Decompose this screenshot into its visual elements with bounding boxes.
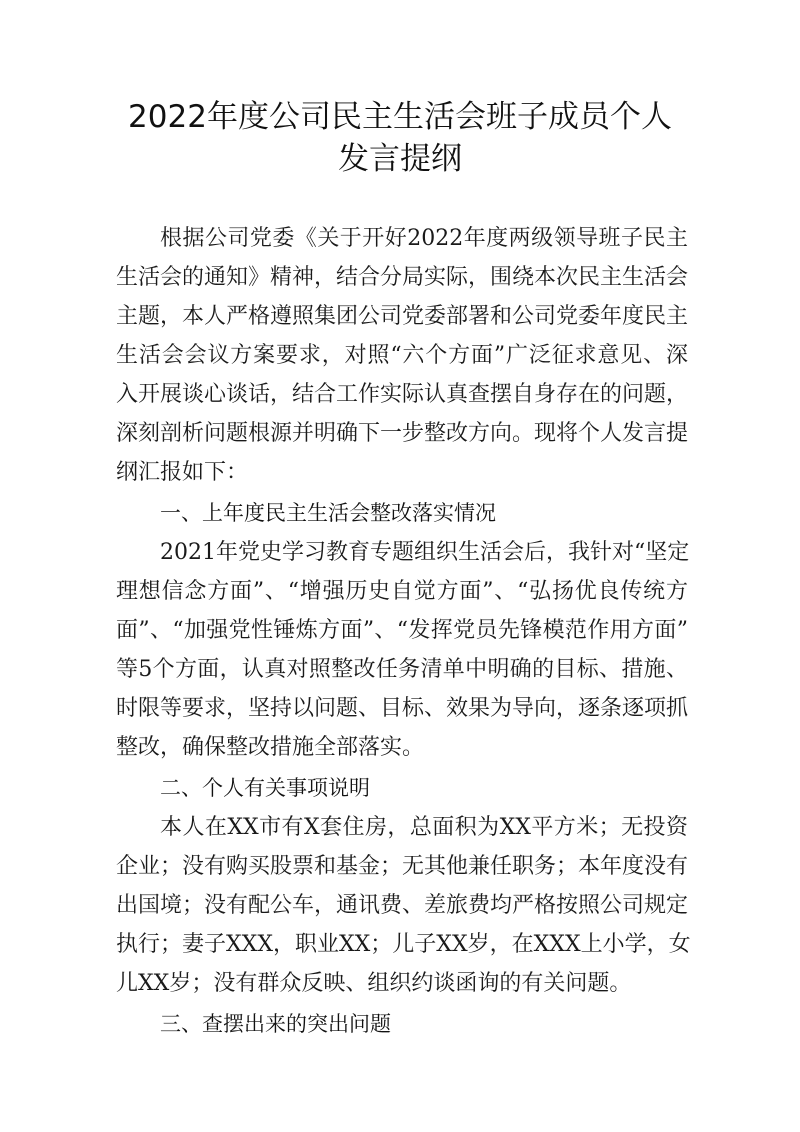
section-2-line: 企业；没有购买股票和基金；无其他兼任职务；本年度没有 (116, 854, 689, 879)
intro-line: 生活会会议方案要求，对照“六个方面”广泛征求意见、深 (116, 343, 688, 368)
section-2-line: 执行；妻子XXX，职业XX；儿子XX岁，在XXX上小学，女 (116, 932, 691, 957)
section-3-heading: 三、查摆出来的突出问题 (160, 1012, 391, 1036)
intro-line: 入开展谈心谈话，结合工作实际认真查摆自身存在的问题， (116, 382, 689, 407)
section-1-line: 等5个方面，认真对照整改任务清单中明确的目标、措施、 (116, 657, 688, 682)
section-1-line: 理想信念方面”、“增强历史自觉方面”、“弘扬优良传统方 (116, 579, 688, 604)
section-2-line: 儿XX岁；没有群众反映、组织约谈函询的有关问题。 (116, 971, 632, 996)
section-2-line: 本人在XX市有X套住房，总面积为XX平方米；无投资 (160, 815, 688, 840)
intro-line: 纲汇报如下： (116, 460, 249, 485)
intro-line: 主题，本人严格遵照集团公司党委部署和公司党委年度民主 (116, 304, 689, 329)
intro-line: 根据公司党委《关于开好2022年度两级领导班子民主 (160, 226, 688, 251)
document-title-line-2: 发言提纲 (338, 141, 462, 177)
intro-line: 深刻剖析问题根源并明确下一步整改方向。现将个人发言提 (116, 421, 689, 446)
section-1-line: 时限等要求，坚持以问题、目标、效果为导向，逐条逐项抓 (116, 696, 689, 721)
section-1-heading: 一、上年度民主生活会整改落实情况 (160, 501, 496, 525)
section-1-line: 2021年党史学习教育专题组织生活会后，我针对“坚定 (160, 540, 690, 565)
section-1-line: 整改，确保整改措施全部落实。 (116, 735, 425, 760)
section-1-line: 面”、“加强党性锤炼方面”、“发挥党员先锋模范作用方面” (116, 618, 688, 643)
intro-line: 生活会的通知》精神，结合分局实际，围绕本次民主生活会 (116, 265, 689, 290)
document-title-line-1: 2022年度公司民主生活会班子成员个人 (128, 99, 672, 135)
section-2-line: 出国境；没有配公车，通讯费、差旅费均严格按照公司规定 (116, 893, 689, 918)
section-2-heading: 二、个人有关事项说明 (160, 776, 370, 800)
